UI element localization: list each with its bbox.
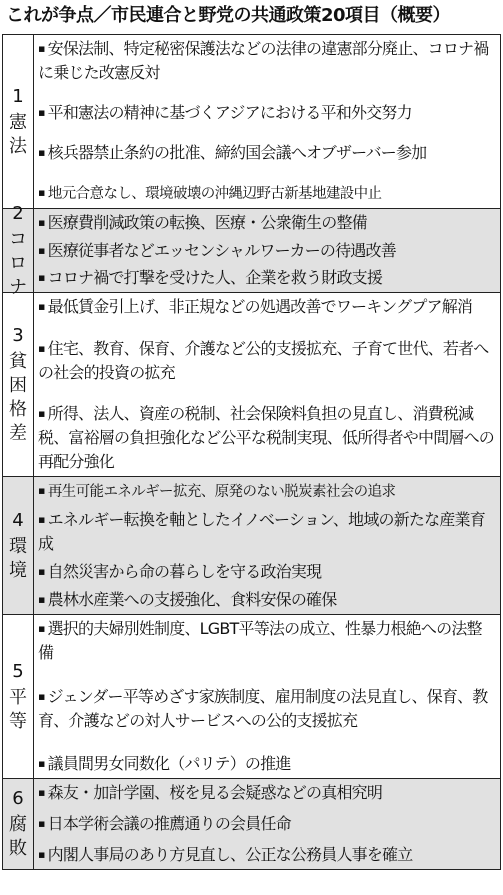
section-constitution: [3, 35, 500, 209]
section-char: 貧: [9, 350, 27, 372]
section-items: [34, 35, 500, 208]
section-corona: [3, 202, 500, 298]
section-number: 3: [12, 324, 24, 346]
list-item: ▪ 内閣人事局のあり方見直し、公正な公務員人事を確立: [38, 845, 413, 864]
section-char: 憲: [9, 111, 27, 133]
section-label: [3, 477, 34, 614]
section-label: [3, 35, 34, 208]
list-item: ▪ 自然災害から命の暮らしを守る政治実現: [38, 562, 322, 581]
section-label: [3, 779, 34, 869]
section-char: 境: [9, 559, 27, 581]
list-item: ▪ エネルギー転換を軸としたイノベーション、地域の新たな産業育成: [38, 510, 485, 553]
section-number: 4: [12, 509, 24, 531]
section-items: [34, 209, 500, 292]
section-char: コ: [9, 228, 27, 250]
list-item: ▪ 安保法制、特定秘密保護法などの法律の違憲部分廃止、コロナ禍に乗じた改憲反対: [38, 39, 489, 82]
section-items: [34, 477, 500, 614]
list-item: ▪ 森友・加計学園、桜を見る会疑惑などの真相究明: [38, 783, 383, 802]
section-number: 1: [12, 85, 24, 107]
section-char: 敗: [9, 838, 27, 859]
section-char: 等: [9, 710, 27, 732]
list-item: ▪ 住宅、教育、保育、介護など公的支援拡充、子育て世代、若者への社会的投資の拡充: [38, 338, 489, 382]
section-number: 5: [12, 660, 24, 682]
list-item: ▪ コロナ禍で打撃を受けた人、企業を救う財政支援: [38, 268, 383, 287]
policy-table: [2, 34, 501, 870]
list-item: ▪ 所得、法人、資産の税制、社会保険料負担の見直し、消費税減税、富裕層の負担強化など公平な税制実現、低所得者や中間層への再配分強化: [38, 404, 495, 471]
section-char: 平: [9, 686, 27, 708]
page-title: これが争点／市民連合と野党の共通政策20項目（概要）: [6, 5, 451, 26]
section-number: 2: [12, 202, 24, 224]
section-poverty-inequality: [3, 293, 500, 477]
section-label: [3, 202, 34, 298]
section-items: [34, 779, 500, 869]
list-item: ▪ 医療従事者などエッセンシャルワーカーの待遇改善: [38, 240, 396, 260]
section-items: [34, 615, 500, 778]
section-environment: [3, 477, 500, 615]
list-item: ▪ 農林水産業への支援強化、食料安保の確保: [38, 590, 337, 609]
section-equality: [3, 615, 500, 779]
list-item: ▪ ジェンダー平等めざす家族制度、雇用制度の法見直し、保育、教育、介護などの対人サービスへの公的支援拡充: [38, 686, 488, 730]
section-char: 格: [9, 398, 27, 420]
section-char: 環: [9, 535, 27, 557]
list-item: ▪ 再生可能エネルギー拡充、原発のない脱炭素社会の追求: [38, 484, 396, 500]
list-item: ▪ 医療費削減政策の転換、医療・公衆衛生の整備: [38, 213, 367, 232]
section-char: 腐: [9, 814, 27, 835]
list-item: ▪ 平和憲法の精神に基づくアジアにおける平和外交努力: [38, 103, 412, 122]
section-corruption: [3, 779, 500, 869]
section-items: [34, 293, 500, 476]
section-char: 法: [9, 135, 27, 157]
list-item: ▪ 地元合意なし、環境破壊の沖縄辺野古新基地建設中止: [38, 186, 382, 202]
section-label: [3, 615, 34, 778]
list-item: ▪ 日本学術会議の推薦通りの会員任命: [38, 814, 291, 833]
list-item: ▪ 核兵器禁止条約の批准、締約国会議へオブザーバー参加: [38, 143, 427, 162]
section-char: ロ: [9, 252, 27, 274]
section-char: ナ: [9, 276, 27, 298]
section-char: 困: [9, 374, 27, 396]
list-item: ▪ 選択的夫婦別姓制度、LGBT平等法の成立、性暴力根絶への法整備: [38, 619, 482, 662]
section-label: [3, 293, 34, 476]
section-number: 6: [12, 788, 24, 809]
section-char: 差: [9, 422, 27, 444]
list-item: ▪ 議員間男女同数化（パリテ）の推進: [38, 754, 291, 773]
list-item: ▪ 最低賃金引上げ、非正規などの処遇改善でワーキングプア解消: [38, 297, 473, 316]
